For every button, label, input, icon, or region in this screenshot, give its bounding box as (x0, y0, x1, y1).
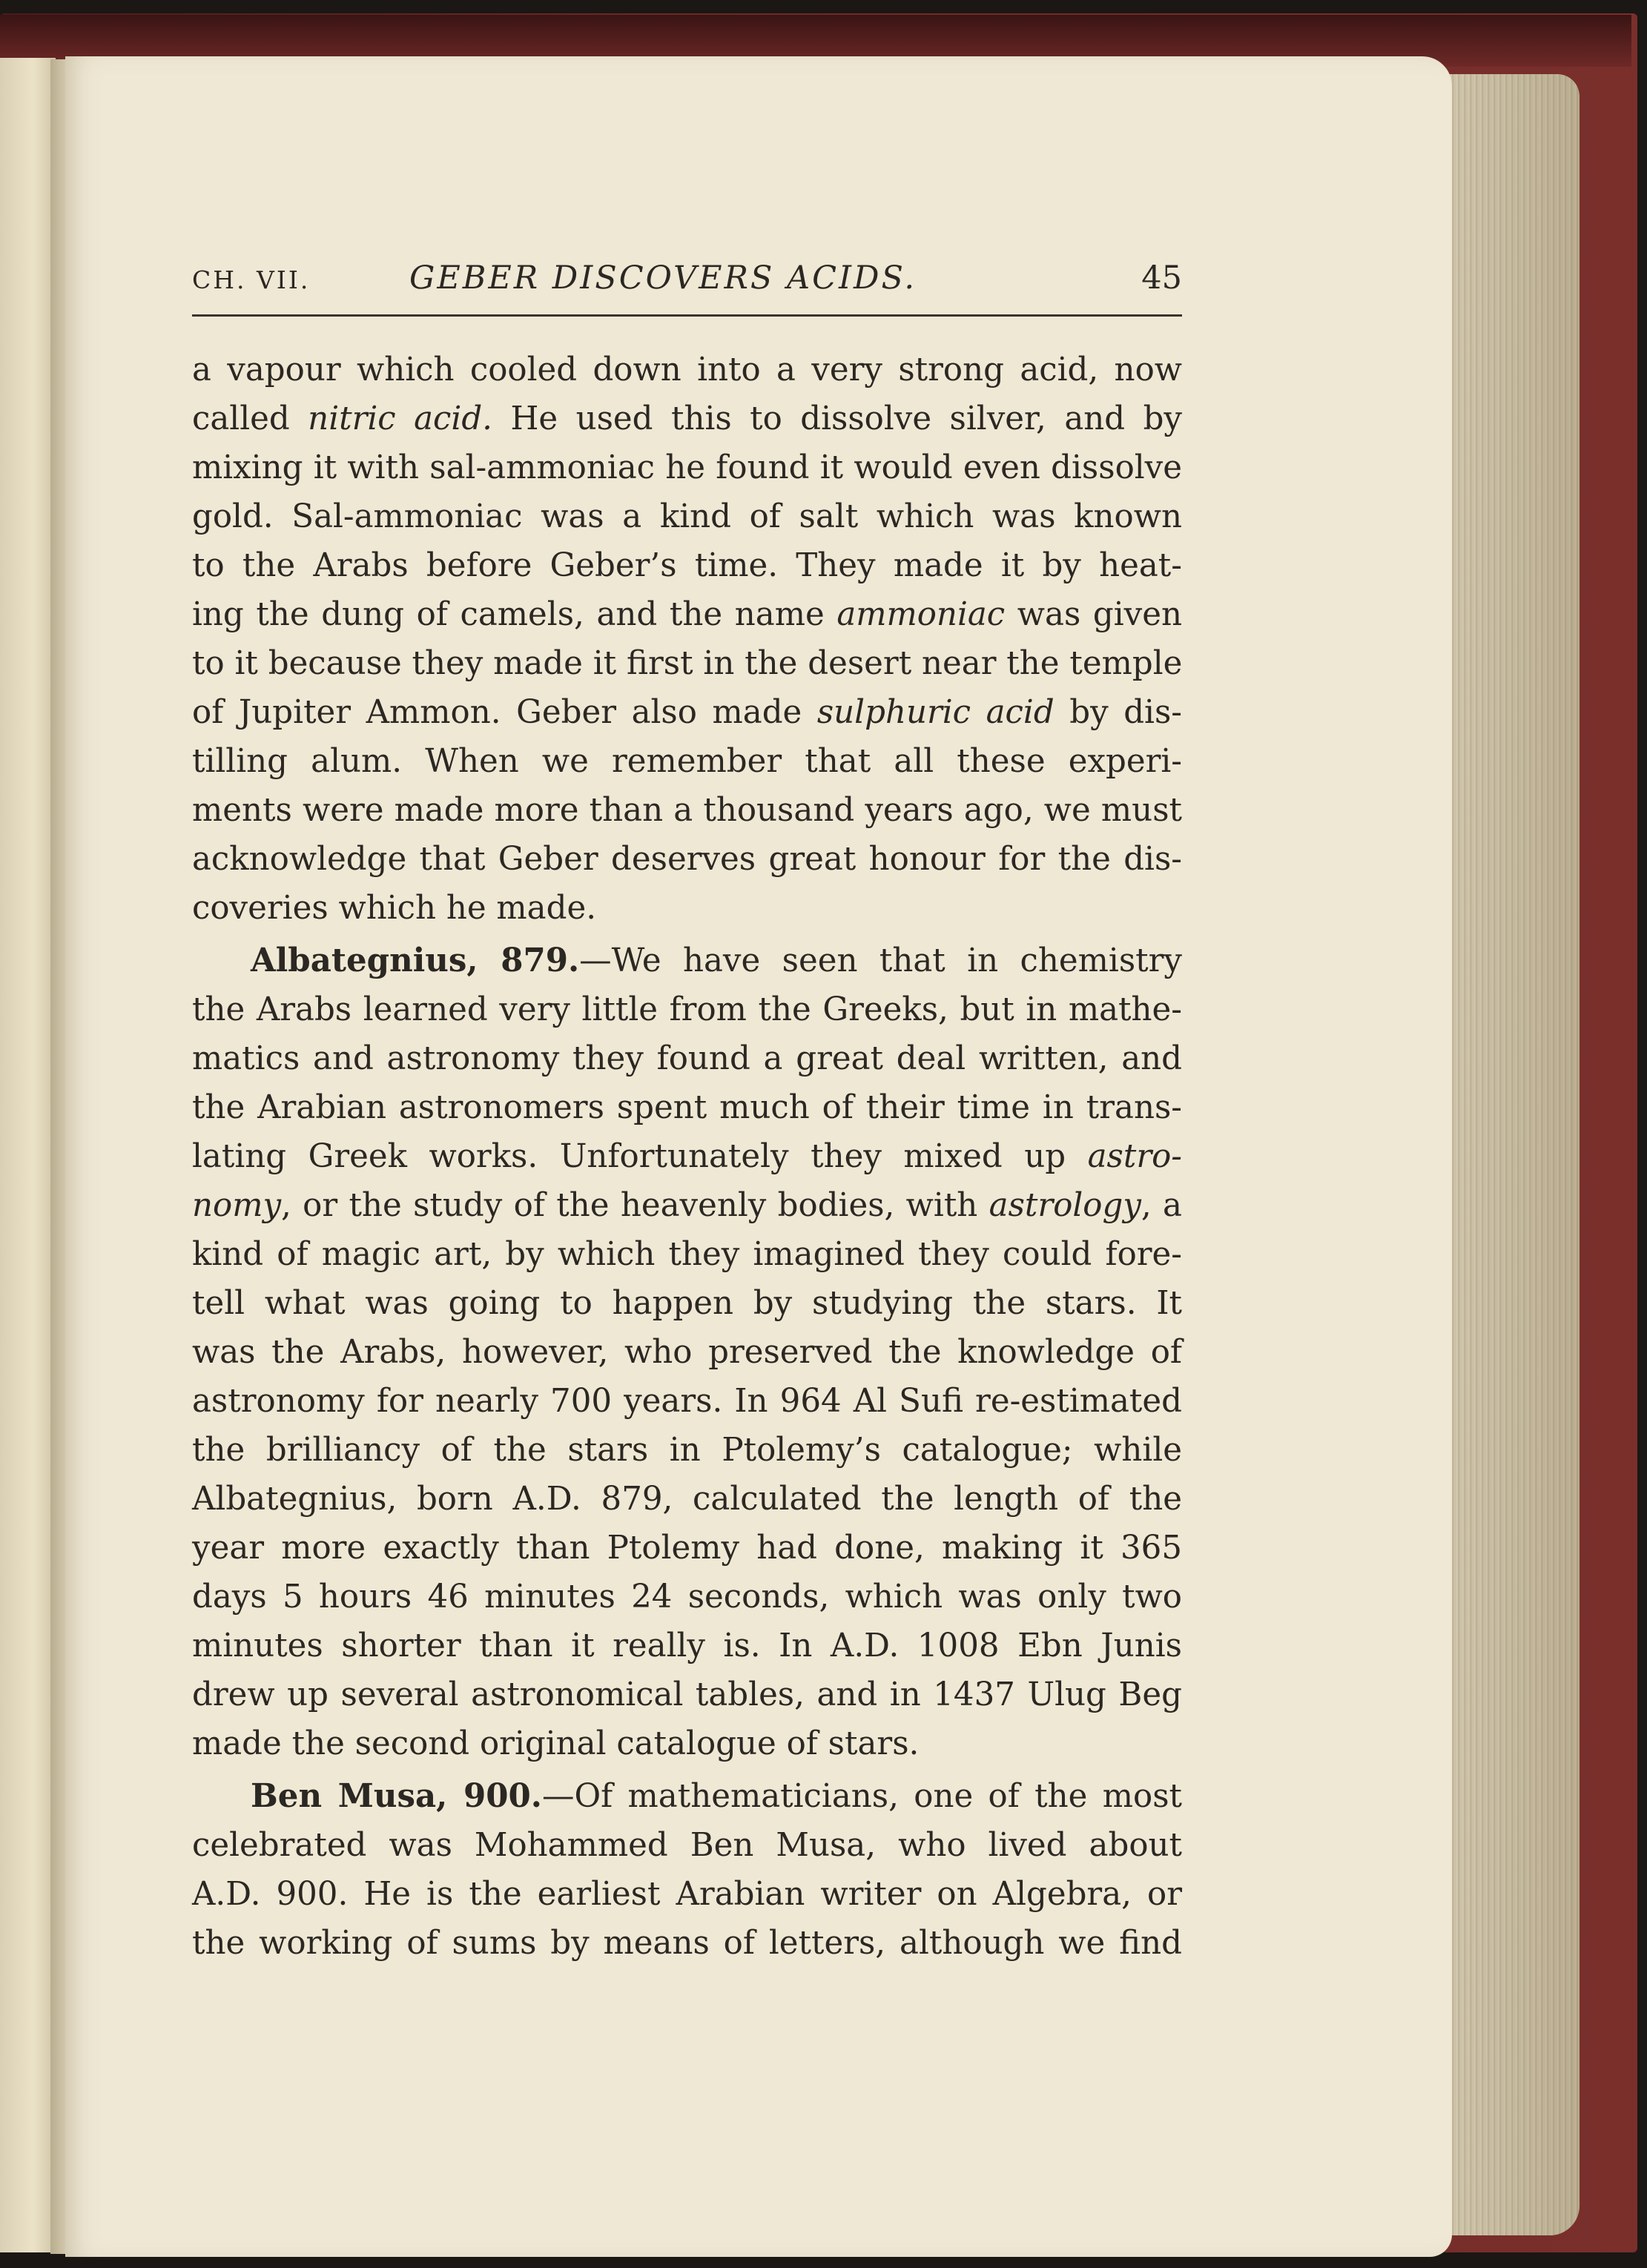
text-line (192, 1919, 1182, 1968)
text-line (192, 1821, 1182, 1870)
page-block-shadow (1431, 74, 1580, 2235)
text-run: a vapour which cooled down into a very strong acid, now (192, 351, 1182, 389)
section-heading: Albategnius, 879. (251, 942, 580, 979)
page-number: 45 (1141, 259, 1182, 297)
text-line (192, 1870, 1182, 1919)
text-run: gold. Sal-ammoniac was a kind of salt which was known (192, 498, 1182, 535)
text-run: year more exactly than Ptolemy had done, making it 365 (192, 1530, 1182, 1567)
text-run: ments were made more than a thousand years ago, we must (192, 792, 1182, 829)
text-run: —Of mathematicians, one of the most (541, 1778, 1182, 1815)
text-run: kind of magic art, by which they imagined they could fore- (192, 1236, 1182, 1273)
text-line (192, 1377, 1182, 1426)
paragraph (192, 936, 1182, 1768)
text-line (192, 492, 1182, 541)
text-line (192, 1719, 1182, 1768)
italic-term: astro- (1087, 1138, 1182, 1175)
text-line (192, 541, 1182, 590)
text-run: to it because they made it first in the desert near the temple (192, 645, 1183, 682)
text-run: , a (1141, 1187, 1182, 1224)
text-run: Albategnius, born A.D. 879, calculated the length of the (192, 1481, 1182, 1518)
text-line (192, 443, 1182, 492)
text-run: by dis- (1054, 694, 1182, 731)
text-line (192, 1670, 1182, 1719)
text-line (192, 1475, 1182, 1524)
text-run: minutes shorter than it really is. In A.D. 1008 Ebn Junis (192, 1627, 1182, 1664)
paragraph (192, 346, 1182, 933)
text-line (192, 1230, 1182, 1279)
text-run: the working of sums by means of letters, although we find (192, 1925, 1182, 1962)
text-line (192, 985, 1182, 1034)
text-run: , or the study of the heavenly bodies, with (281, 1187, 989, 1224)
page-body-text (192, 346, 1182, 1968)
text-run: days 5 hours 46 minutes 24 seconds, which was only two (192, 1578, 1182, 1616)
text-run: celebrated was Mohammed Ben Musa, who lived about (192, 1827, 1182, 1864)
facing-page-edge (0, 58, 56, 2252)
text-line (192, 936, 1182, 985)
italic-term: nomy (192, 1187, 282, 1224)
text-run: A.D. 900. He is the earliest Arabian writer on Algebra, or (192, 1876, 1182, 1913)
header-rule (192, 314, 1182, 317)
text-line (192, 1083, 1182, 1132)
text-run: was given (1005, 596, 1182, 633)
text-line (192, 688, 1182, 737)
text-run: He used this to dissolve silver, and by (492, 400, 1182, 437)
text-run: astronomy for nearly 700 years. In 964 Al Sufi re-estimated (192, 1383, 1182, 1420)
text-line (192, 1772, 1182, 1821)
text-run: ing the dung of camels, and the name (192, 596, 837, 633)
text-line (192, 1279, 1182, 1328)
italic-term: ammoniac (836, 596, 1006, 633)
text-line (192, 1181, 1182, 1230)
text-line (192, 1621, 1182, 1670)
running-head (192, 259, 1182, 304)
text-run: called (192, 400, 308, 437)
italic-term: sulphuric acid (816, 694, 1054, 731)
text-run: matics and astronomy they found a great deal written, and (192, 1040, 1182, 1077)
text-line (192, 786, 1182, 835)
italic-term: nitric acid. (308, 400, 492, 437)
text-run: the brilliancy of the stars in Ptolemy’s catalogue; while (192, 1432, 1182, 1469)
text-run: was the Arabs, however, who preserved the knowledge of (192, 1334, 1182, 1371)
text-run: the Arabs learned very little from the Greeks, but in mathe- (192, 991, 1182, 1028)
text-line (192, 346, 1182, 394)
section-heading: Ben Musa, 900. (251, 1777, 542, 1815)
text-run: acknowledge that Geber deserves great honour for the dis- (192, 841, 1182, 878)
text-run: the Arabian astronomers spent much of their time in trans- (192, 1089, 1182, 1126)
text-run: tilling alum. When we remember that all these experi- (192, 743, 1182, 780)
text-run: drew up several astronomical tables, and in 1437 Ulug Beg (192, 1676, 1182, 1713)
text-run: to the Arabs before Geber’s time. They made it by heat- (192, 547, 1182, 584)
text-line (192, 835, 1182, 884)
text-run: made the second original catalogue of stars. (192, 1725, 920, 1762)
text-line (192, 1328, 1182, 1377)
text-run: tell what was going to happen by studying the stars. It (192, 1285, 1182, 1322)
text-line (192, 639, 1182, 688)
text-run: of Jupiter Ammon. Geber also made (192, 694, 817, 731)
text-line (192, 394, 1182, 443)
paragraph (192, 1772, 1182, 1968)
text-run: —We have seen that in chemistry (579, 942, 1182, 979)
text-run: lating Greek works. Unfortunately they mixed up (192, 1138, 1088, 1175)
text-line (192, 884, 1182, 933)
text-line (192, 1034, 1182, 1083)
text-line (192, 1524, 1182, 1573)
text-line (192, 1573, 1182, 1621)
text-run: mixing it with sal-ammoniac he found it would even dissolve (192, 449, 1182, 486)
text-line (192, 1132, 1182, 1181)
text-run: coveries which he made. (192, 890, 597, 927)
running-head-title: GEBER DISCOVERS ACIDS. (409, 259, 917, 297)
italic-term: astrology (988, 1187, 1141, 1224)
text-line (192, 1426, 1182, 1475)
text-line (192, 737, 1182, 786)
text-line (192, 590, 1182, 639)
chapter-label: CH. VII. (192, 265, 311, 294)
